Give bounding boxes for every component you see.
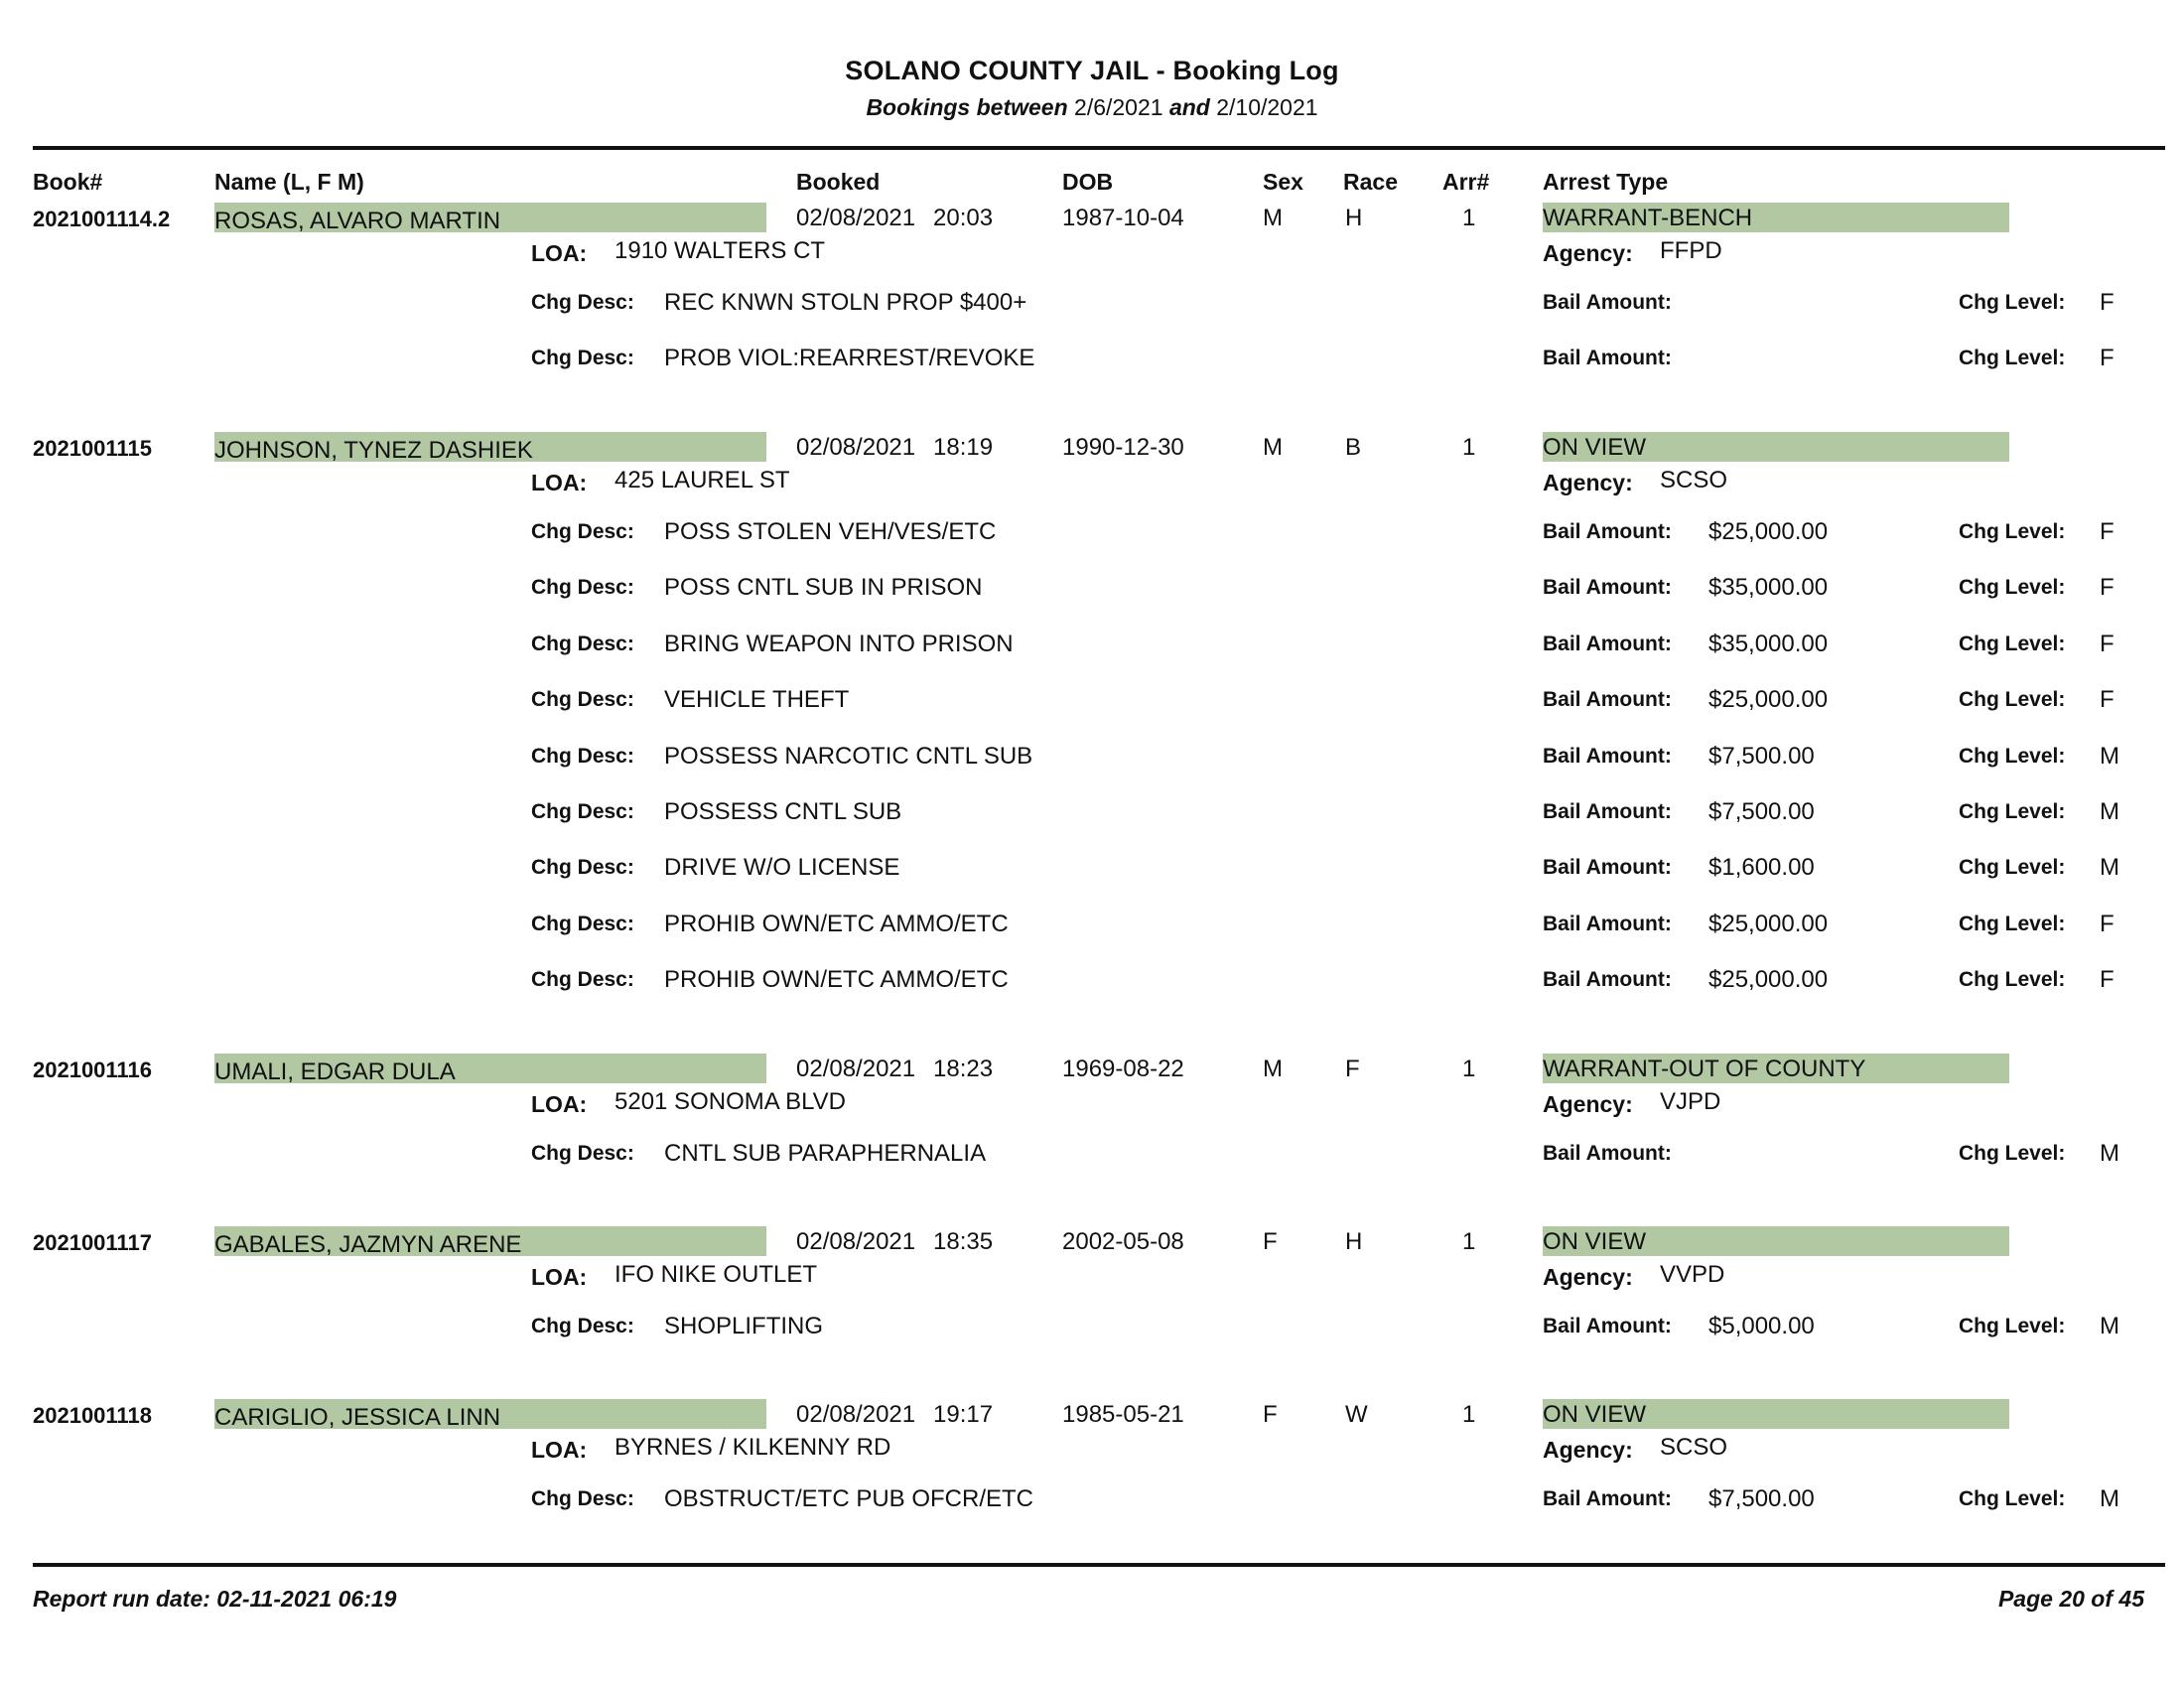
charge-description: PROHIB OWN/ETC AMMO/ETC <box>664 911 1009 937</box>
sex-value: F <box>1263 1228 1278 1255</box>
arrest-type: ON VIEW <box>1543 434 1647 461</box>
race-value: B <box>1345 434 1362 461</box>
bail-amount-label: Bail Amount: <box>1543 688 1672 711</box>
chg-level-label: Chg Level: <box>1959 1315 2066 1337</box>
book-number: 2021001117 <box>33 1230 152 1255</box>
page-number: Page 20 of 45 <box>1997 1586 2144 1612</box>
charge-description: VEHICLE THEFT <box>664 686 850 713</box>
race-value: W <box>1345 1401 1368 1428</box>
race-value: H <box>1345 1228 1363 1255</box>
header-divider <box>33 146 2165 150</box>
race-value: F <box>1345 1055 1360 1082</box>
loa-label: LOA: <box>531 1091 588 1117</box>
col-header-name: Name (L, F M) <box>214 169 364 195</box>
loa-value: 1910 WALTERS CT <box>614 237 826 264</box>
footer-divider <box>33 1563 2165 1567</box>
booked-date: 02/08/2021 <box>796 434 916 461</box>
charge-level-value: F <box>2100 686 2115 713</box>
bail-amount-label: Bail Amount: <box>1543 1487 1672 1510</box>
col-header-booked: Booked <box>796 169 881 195</box>
arrest-type-highlight <box>1543 1399 2009 1429</box>
charge-row <box>0 1485 2184 1515</box>
charge-row <box>0 1313 2184 1342</box>
bail-amount-value: $7,500.00 <box>1708 798 1815 825</box>
chg-level-label: Chg Level: <box>1959 347 2066 369</box>
charge-description: POSS CNTL SUB IN PRISON <box>664 574 983 601</box>
charge-row <box>0 345 2184 374</box>
book-number: 2021001115 <box>33 436 152 461</box>
bail-amount-label: Bail Amount: <box>1543 968 1672 991</box>
arrest-type-highlight <box>1543 1054 2009 1083</box>
date-of-birth: 1987-10-04 <box>1062 205 1184 231</box>
charge-description: BRING WEAPON INTO PRISON <box>664 631 1014 657</box>
sex-value: M <box>1263 434 1283 461</box>
inmate-name: ROSAS, ALVARO MARTIN <box>214 208 501 234</box>
charge-level-value: F <box>2100 911 2115 937</box>
bail-amount-value: $1,600.00 <box>1708 854 1815 881</box>
charge-level-value: F <box>2100 966 2115 993</box>
col-header-arr: Arr# <box>1442 169 1490 195</box>
bail-amount-label: Bail Amount: <box>1543 347 1672 369</box>
agency-value: SCSO <box>1660 1434 1728 1461</box>
arrest-type: ON VIEW <box>1543 1228 1647 1255</box>
charge-level-value: M <box>2100 1313 2119 1339</box>
booked-time: 18:19 <box>933 434 994 461</box>
charge-description: POSSESS NARCOTIC CNTL SUB <box>664 743 1033 770</box>
agency-value: SCSO <box>1660 467 1728 493</box>
inmate-name: JOHNSON, TYNEZ DASHIEK <box>214 437 533 464</box>
loa-value: BYRNES / KILKENNY RD <box>614 1434 891 1461</box>
loa-value: 5201 SONOMA BLVD <box>614 1088 846 1115</box>
arrest-type-highlight <box>1543 1226 2009 1256</box>
bail-amount-label: Bail Amount: <box>1543 633 1672 655</box>
charge-level-value: M <box>2100 798 2119 825</box>
chg-level-label: Chg Level: <box>1959 291 2066 314</box>
arrest-type-highlight <box>1543 203 2009 232</box>
booked-date: 02/08/2021 <box>796 1228 916 1255</box>
book-number: 2021001114.2 <box>33 207 171 231</box>
col-header-race: Race <box>1343 169 1398 195</box>
bail-amount-value: $35,000.00 <box>1708 574 1829 601</box>
charge-row <box>0 854 2184 884</box>
chg-level-label: Chg Level: <box>1959 1487 2066 1510</box>
bail-amount-value: $25,000.00 <box>1708 686 1829 713</box>
charge-row <box>0 966 2184 996</box>
book-number: 2021001116 <box>33 1057 152 1082</box>
charge-level-value: M <box>2100 1140 2119 1167</box>
chg-desc-label: Chg Desc: <box>531 520 634 543</box>
charge-description: POSS STOLEN VEH/VES/ETC <box>664 518 997 545</box>
arrest-number: 1 <box>1462 1401 1476 1428</box>
chg-level-label: Chg Level: <box>1959 576 2066 599</box>
col-header-arrest-type: Arrest Type <box>1543 169 1669 195</box>
bail-amount-value: $25,000.00 <box>1708 966 1829 993</box>
charge-row <box>0 289 2184 319</box>
charge-level-value: M <box>2100 854 2119 881</box>
sex-value: F <box>1263 1401 1278 1428</box>
chg-level-label: Chg Level: <box>1959 745 2066 768</box>
agency-value: VVPD <box>1660 1261 1725 1288</box>
chg-desc-label: Chg Desc: <box>531 633 634 655</box>
book-number: 2021001118 <box>33 1403 152 1428</box>
booked-date: 02/08/2021 <box>796 205 916 231</box>
charge-description: REC KNWN STOLN PROP $400+ <box>664 289 1027 316</box>
bail-amount-label: Bail Amount: <box>1543 745 1672 768</box>
col-header-book: Book# <box>33 169 103 195</box>
charge-row <box>0 518 2184 548</box>
charge-description: POSSESS CNTL SUB <box>664 798 902 825</box>
charge-description: PROB VIOL:REARREST/REVOKE <box>664 345 1035 371</box>
charge-level-value: M <box>2100 743 2119 770</box>
loa-label: LOA: <box>531 470 588 495</box>
col-header-dob: DOB <box>1062 169 1114 195</box>
charge-row <box>0 686 2184 716</box>
agency-label: Agency: <box>1543 470 1633 495</box>
arrest-number: 1 <box>1462 205 1476 231</box>
chg-level-label: Chg Level: <box>1959 968 2066 991</box>
race-value: H <box>1345 205 1363 231</box>
date-of-birth: 1985-05-21 <box>1062 1401 1184 1428</box>
subtitle-between-label: Bookings between <box>866 94 1068 120</box>
subtitle-and-label: and <box>1168 94 1210 120</box>
chg-desc-label: Chg Desc: <box>531 688 634 711</box>
bail-amount-value: $7,500.00 <box>1708 743 1815 770</box>
charge-description: OBSTRUCT/ETC PUB OFCR/ETC <box>664 1485 1034 1512</box>
bail-amount-label: Bail Amount: <box>1543 800 1672 823</box>
chg-desc-label: Chg Desc: <box>531 968 634 991</box>
date-of-birth: 2002-05-08 <box>1062 1228 1184 1255</box>
charge-level-value: M <box>2100 1485 2119 1512</box>
chg-desc-label: Chg Desc: <box>531 1315 634 1337</box>
loa-label: LOA: <box>531 240 588 266</box>
charge-description: SHOPLIFTING <box>664 1313 824 1339</box>
arrest-number: 1 <box>1462 1055 1476 1082</box>
chg-level-label: Chg Level: <box>1959 1142 2066 1165</box>
chg-level-label: Chg Level: <box>1959 633 2066 655</box>
chg-desc-label: Chg Desc: <box>531 856 634 879</box>
bail-amount-label: Bail Amount: <box>1543 1142 1672 1165</box>
chg-level-label: Chg Level: <box>1959 856 2066 879</box>
inmate-name: GABALES, JAZMYN ARENE <box>214 1231 522 1258</box>
agency-value: FFPD <box>1660 237 1722 264</box>
bail-amount-value: $7,500.00 <box>1708 1485 1815 1512</box>
bail-amount-label: Bail Amount: <box>1543 913 1672 935</box>
chg-desc-label: Chg Desc: <box>531 1142 634 1165</box>
charge-row <box>0 631 2184 660</box>
bail-amount-value: $25,000.00 <box>1708 911 1829 937</box>
loa-value: 425 LAUREL ST <box>614 467 790 493</box>
report-subtitle <box>0 94 2184 121</box>
loa-value: IFO NIKE OUTLET <box>614 1261 818 1288</box>
arrest-type: ON VIEW <box>1543 1401 1647 1428</box>
agency-label: Agency: <box>1543 1437 1633 1463</box>
agency-label: Agency: <box>1543 1091 1633 1117</box>
start-date: 2/6/2021 <box>1074 94 1163 120</box>
booked-time: 18:23 <box>933 1055 994 1082</box>
inmate-name-highlight <box>214 203 766 232</box>
arrest-number: 1 <box>1462 434 1476 461</box>
charge-level-value: F <box>2100 289 2115 316</box>
loa-label: LOA: <box>531 1264 588 1290</box>
chg-desc-label: Chg Desc: <box>531 347 634 369</box>
charge-level-value: F <box>2100 574 2115 601</box>
chg-desc-label: Chg Desc: <box>531 913 634 935</box>
charge-description: PROHIB OWN/ETC AMMO/ETC <box>664 966 1009 993</box>
inmate-name: UMALI, EDGAR DULA <box>214 1058 456 1085</box>
agency-label: Agency: <box>1543 1264 1633 1290</box>
arrest-type: WARRANT-BENCH <box>1543 205 1753 231</box>
bail-amount-label: Bail Amount: <box>1543 291 1672 314</box>
bail-amount-value: $25,000.00 <box>1708 518 1829 545</box>
agency-label: Agency: <box>1543 240 1633 266</box>
sex-value: M <box>1263 1055 1283 1082</box>
bail-amount-value: $5,000.00 <box>1708 1313 1815 1339</box>
chg-desc-label: Chg Desc: <box>531 745 634 768</box>
chg-level-label: Chg Level: <box>1959 520 2066 543</box>
date-of-birth: 1969-08-22 <box>1062 1055 1184 1082</box>
end-date: 2/10/2021 <box>1216 94 1318 120</box>
booked-time: 18:35 <box>933 1228 994 1255</box>
chg-desc-label: Chg Desc: <box>531 576 634 599</box>
bail-amount-label: Bail Amount: <box>1543 1315 1672 1337</box>
booked-time: 19:17 <box>933 1401 994 1428</box>
charge-row <box>0 911 2184 940</box>
chg-level-label: Chg Level: <box>1959 800 2066 823</box>
chg-desc-label: Chg Desc: <box>531 1487 634 1510</box>
booked-date: 02/08/2021 <box>796 1401 916 1428</box>
chg-level-label: Chg Level: <box>1959 913 2066 935</box>
arrest-type: WARRANT-OUT OF COUNTY <box>1543 1055 1866 1082</box>
bail-amount-value: $35,000.00 <box>1708 631 1829 657</box>
charge-row <box>0 798 2184 828</box>
bail-amount-label: Bail Amount: <box>1543 576 1672 599</box>
loa-label: LOA: <box>531 1437 588 1463</box>
bail-amount-label: Bail Amount: <box>1543 856 1672 879</box>
sex-value: M <box>1263 205 1283 231</box>
arrest-type-highlight <box>1543 432 2009 462</box>
chg-desc-label: Chg Desc: <box>531 800 634 823</box>
inmate-name-highlight <box>214 1399 766 1429</box>
booked-time: 20:03 <box>933 205 994 231</box>
chg-desc-label: Chg Desc: <box>531 291 634 314</box>
booked-date: 02/08/2021 <box>796 1055 916 1082</box>
charge-level-value: F <box>2100 631 2115 657</box>
charge-description: DRIVE W/O LICENSE <box>664 854 900 881</box>
arrest-number: 1 <box>1462 1228 1476 1255</box>
chg-level-label: Chg Level: <box>1959 688 2066 711</box>
inmate-name: CARIGLIO, JESSICA LINN <box>214 1404 501 1431</box>
date-of-birth: 1990-12-30 <box>1062 434 1184 461</box>
bail-amount-label: Bail Amount: <box>1543 520 1672 543</box>
charge-row <box>0 574 2184 604</box>
charge-row <box>0 743 2184 773</box>
inmate-name-highlight <box>214 1226 766 1256</box>
inmate-name-highlight <box>214 1054 766 1083</box>
charge-level-value: F <box>2100 518 2115 545</box>
inmate-name-highlight <box>214 432 766 462</box>
charge-row <box>0 1140 2184 1170</box>
col-header-sex: Sex <box>1263 169 1303 195</box>
agency-value: VJPD <box>1660 1088 1721 1115</box>
report-title: SOLANO COUNTY JAIL - Booking Log <box>845 56 1339 85</box>
charge-level-value: F <box>2100 345 2115 371</box>
charge-description: CNTL SUB PARAPHERNALIA <box>664 1140 987 1167</box>
report-run-date: Report run date: 02-11-2021 06:19 <box>33 1586 397 1612</box>
